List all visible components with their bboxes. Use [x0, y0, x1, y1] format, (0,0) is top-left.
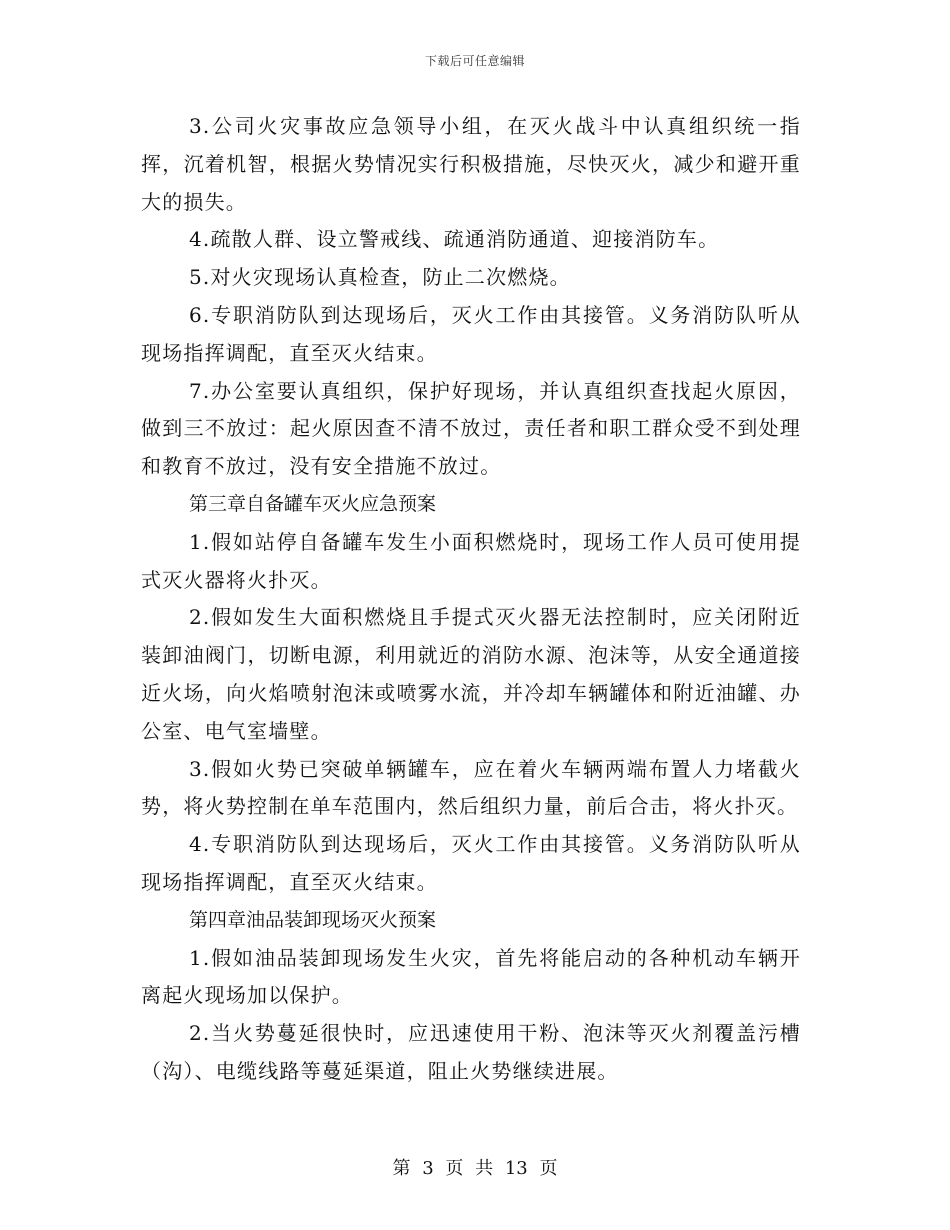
paragraph-item-6: 6.专职消防队到达现场后，灭火工作由其接管。义务消防队听从现场指挥调配，直至灭火结束。	[141, 302, 801, 365]
paragraph-item-4: 4.疏散人群、设立警戒线、疏通消防通道、迎接消防车。	[189, 227, 720, 252]
chapter-4-item-2: 2.当火势蔓延很快时，应迅速使用干粉、泡沫等灭火剂覆盖污槽（沟）、电缆线路等蔓延渠道，阻止火势继续进展。	[141, 1021, 801, 1083]
document-body	[141, 108, 801, 1091]
page-number-footer: 第 3 页 共 13 页	[392, 1158, 558, 1179]
chapter-3-item-3: 3.假如火势已突破单辆罐车，应在着火车辆两端布置人力堵截火势，将火势控制在单车范围内，然后组织力量，前后合击，将火扑灭。	[141, 756, 801, 819]
paragraph-item-7: 7.办公室要认真组织，保护好现场，并认真组织查找起火原因，做到三不放过：起火原因查不清不放过，责任者和职工群众受不到处理和教育不放过，没有安全措施不放过。	[141, 378, 801, 479]
chapter-4-heading: 第四章油品装卸现场灭火预案	[189, 908, 437, 931]
chapter-3-item-1: 1.假如站停自备罐车发生小面积燃烧时，现场工作人员可使用提式灭火器将火扑灭。	[141, 529, 801, 592]
page-header: 下载后可任意编辑	[424, 54, 525, 68]
chapter-3-item-2: 2.假如发生大面积燃烧且手提式灭火器无法控制时，应关闭附近装卸油阀门，切断电源，利用就近的消防水源、泡沫等，从安全通道接近火场，向火焰喷射泡沫或喷雾水流，并冷却车辆罐体和附近油罐、办公室、电气室墙壁。	[141, 605, 801, 743]
chapter-3-item-4: 4.专职消防队到达现场后，灭火工作由其接管。义务消防队听从现场指挥调配，直至灭火结束。	[141, 832, 801, 894]
chapter-3-heading: 第三章自备罐车灭火应急预案	[189, 492, 437, 515]
chapter-4-item-1: 1.假如油品装卸现场发生火灾，首先将能启动的各种机动车辆开离起火现场加以保护。	[141, 945, 801, 1008]
paragraph-item-5: 5.对火灾现场认真检查，防止二次燃烧。	[189, 265, 571, 290]
paragraph-item-3: 3.公司火灾事故应急领导小组，在灭火战斗中认真组织统一指挥，沉着机智，根据火势情况实行积极措施，尽快灭火，减少和避开重大的损失。	[141, 114, 801, 214]
